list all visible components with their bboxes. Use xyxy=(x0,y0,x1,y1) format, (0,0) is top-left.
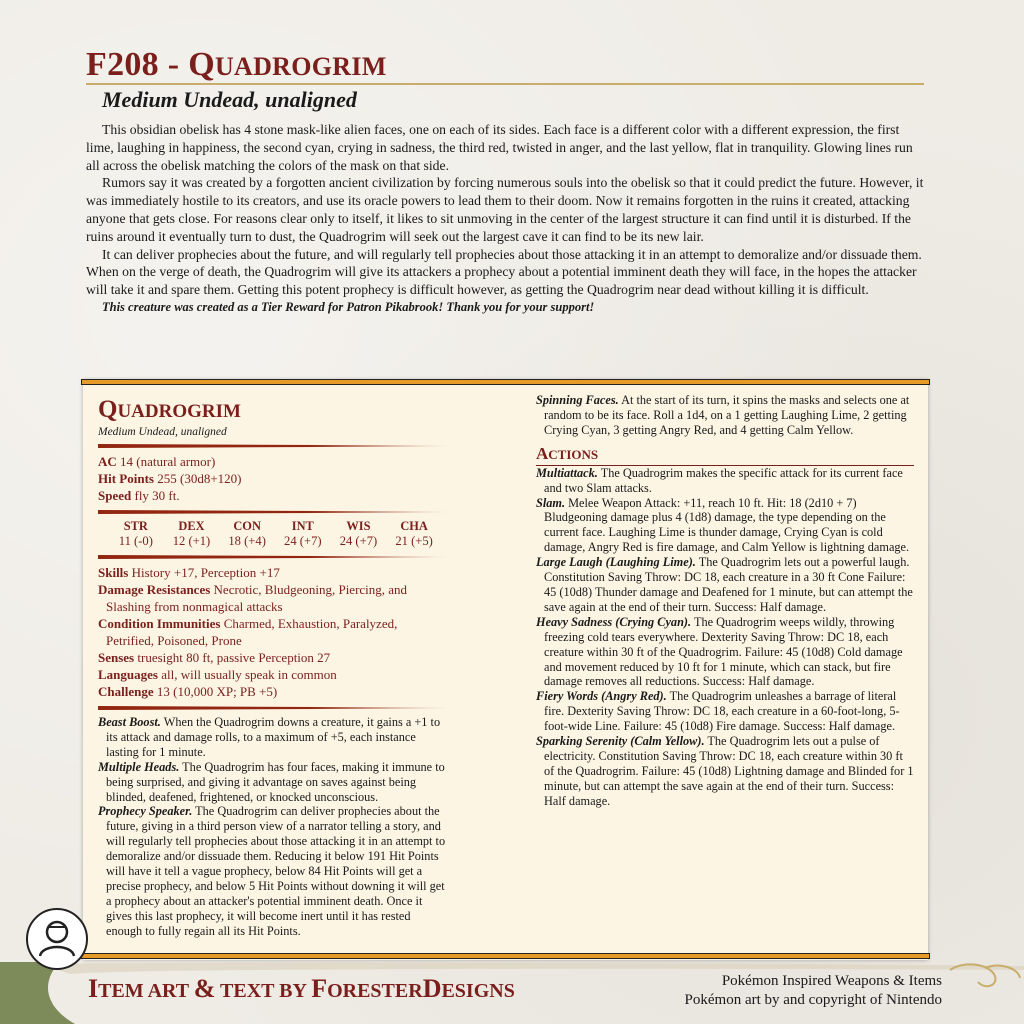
logo-icon xyxy=(28,910,86,968)
trait-multiple-heads: Multiple Heads. The Quadrogrim has four faces, making it immune to being surprised, and giving it advantage on saves against being blinded, deafened, frightened, or knocked unconscious. xyxy=(98,759,445,804)
footer-line: Pokémon Inspired Weapons & Items xyxy=(721,973,942,989)
intro-paragraph: This obsidian obelisk has 4 stone mask-like alien faces, one on each of its sides. Each face is a different color with a different expression, the first lime, laughing in happiness, the second cyan, crying in sadness, the third red, twisted in anger, and the last yellow, flat in tranquility. Glowing lines run all across the obelisk matching the colors of the mask on that side. xyxy=(86,122,913,173)
ability-con: CON 18 (+4) xyxy=(228,519,266,548)
action-multiattack: Multiattack. The Quadrogrim makes the specific attack for its current face and two Slam attacks. xyxy=(536,465,903,495)
creature-type: Medium Undead, unaligned xyxy=(98,426,227,438)
divider xyxy=(98,444,448,448)
ability-wis: WIS 24 (+7) xyxy=(339,519,378,548)
skills: Skills History +17, Perception +17 xyxy=(98,565,280,580)
trait-beast-boost: Beast Boost. When the Quadrogrim downs a creature, it gains a +1 to its attack and damage rolls, to a maximum of +5, each instance lasting for 1 minute. xyxy=(98,715,441,759)
intro-paragraph: Rumors say it was created by a forgotten ancient civilization by forcing numerous souls into the obelisk so that it could predict the future. However, it was immediately hostile to its creators, and use its oracle powers to lead them to their doom. Now it remains forgotten in the ruins it created, attacking anyone that gets close. For reasons clear only to itself, it likes to sit unmoving in the center of the largest structure it can find until it is disturbed. If the ruins around it eventually turn to dust, the Quadrogrim will seek out the largest cave it can find to be its new lair. xyxy=(86,175,924,244)
trait-prophecy-speaker: Prophecy Speaker. The Quadrogrim can deliver prophecies about the future, giving in a third person view of a narrator telling a story, and will regularly tell prophecies about those attacking it in an attempt to demoralize and/or dissuade them. Reducing it below 191 Hit Points will have it tell a vague prophecy, below 84 Hit Points will get a precise prophecy, and below 5 Hit Points without downing it will get a prophecy about an attacker's potential imminent death. Once it gives this last prophecy, it will become inert until it has rested enough to fully regain all its Hit Points. xyxy=(98,804,446,938)
title-divider xyxy=(86,83,924,85)
patron-thanks: This creature was created as a Tier Reward for Patron Pikabrook! Thank you for your support! xyxy=(102,299,595,314)
speed: Speed fly 30 ft. xyxy=(98,488,180,503)
intro-text xyxy=(86,121,926,317)
footer-credit: ITEM ART & TEXT BY FORESTERDESIGNS xyxy=(88,974,515,1003)
intro-paragraph: It can deliver prophecies about the future, and will regularly tell prophecies about those attacking it in an attempt to demoralize and/or dissuade them. When on the verge of death, the Quadrogrim will give its attackers a prophecy about a potential imminent death they will face, in the hopes the attacker will take it and spare them. Getting this potent prophecy is difficult however, as getting the Quadrogrim near dead without killing it is difficult. xyxy=(86,246,922,298)
condition-immunities: Condition Immunities Charmed, Exhaustion, Paralyzed, Petrified, Poisoned, Prone xyxy=(98,616,398,648)
action-large-laugh: Large Laugh (Laughing Lime). The Quadrogrim lets out a powerful laugh. Constitution Saving Throw: DC 18, each creature in a 30 ft Cone Failure: 45 (10d8) Thunder damage and Deafened for 1 minute, but can attempt the save again at the end of their turn. Success: Half damage. xyxy=(536,555,913,614)
divider xyxy=(98,555,448,559)
footer-copyright xyxy=(685,972,942,1010)
creature-name: QUADROGRIM xyxy=(98,396,241,423)
action-slam: Slam. Melee Weapon Attack: +11, reach 10 ft. Hit: 18 (2d10 + 7) Bludgeoning damage plus 4 (1d8) damage, the type depending on the current face. Laughing Lime is thunder damage, Crying Cyan is cold damage, Angry Red is fire damage, and Calm Yellow is lightning damage. xyxy=(536,495,910,555)
ability-cha: CHA 21 (+5) xyxy=(395,519,433,548)
page-title: F208 - QUADROGRIM xyxy=(86,46,387,83)
divider xyxy=(98,706,448,710)
senses: Senses truesight 80 ft, passive Perception 27 xyxy=(98,650,331,665)
ability-scores xyxy=(98,519,448,549)
action-fiery-words: Fiery Words (Angry Red). The Quadrogrim unleashes a barrage of literal fire. Dexterity Saving Throw: DC 18, each creature in a 60-foot-long, 5-foot-wide Line. Failure: 45 (10d8) Fire damage. Success: Half damage. xyxy=(536,689,900,734)
stat-block-bottom-bar xyxy=(81,953,930,959)
stat-block-left-column xyxy=(98,396,448,939)
action-heavy-sadness: Heavy Sadness (Crying Cyan). The Quadrogrim weeps wildly, throwing freezing cold tears everywhere. Dexterity Saving Throw: DC 18, each creature within 30 ft of the Quadrogrim. Failure: 45 (10d8) Cold damage and movement reduced by 10 ft for 1 minute, which can stack, but fire damage removes all reductions. Success: Half damage. xyxy=(536,614,903,689)
stat-block-top-bar xyxy=(81,379,930,385)
footer-line: Pokémon art by and copyright of Nintendo xyxy=(684,992,942,1008)
actions-heading: ACTIONS xyxy=(536,444,914,466)
ability-str: STR 11 (-0) xyxy=(118,519,153,548)
armor-class: AC 14 (natural armor) xyxy=(98,454,216,469)
forester-designs-logo xyxy=(26,908,88,970)
action-sparking-serenity: Sparking Serenity (Calm Yellow). The Quadrogrim lets out a pulse of electricity. Constitution Saving Throw: DC 18, each creature within 30 ft of the Quadrogrim. Failure: 45 (10d8) Lightning damage and Blinded for 1 minute, but can attempt the save again at the end of their turn. Success: Half damage. xyxy=(536,734,914,808)
trait-spinning-faces: Spinning Faces. At the start of its turn, it spins the masks and selects one at random to be its face. Roll a 1d4, on a 1 getting Laughing Lime, 2 getting Crying Cyan, 3 getting Angry Red, and 4 getting Calm Yellow. xyxy=(536,393,910,437)
stat-block-right-column xyxy=(536,393,914,809)
page-subtitle: Medium Undead, unaligned xyxy=(102,87,357,112)
damage-resistances: Damage Resistances Necrotic, Bludgeoning, Piercing, and Slashing from nonmagical attacks xyxy=(98,582,408,614)
languages: Languages all, will usually speak in common xyxy=(98,667,337,682)
challenge: Challenge 13 (10,000 XP; PB +5) xyxy=(98,684,278,699)
divider xyxy=(98,510,448,514)
hit-points: Hit Points 255 (30d8+120) xyxy=(98,471,242,486)
ability-int: INT 24 (+7) xyxy=(284,519,322,548)
ability-dex: DEX 12 (+1) xyxy=(172,519,211,548)
